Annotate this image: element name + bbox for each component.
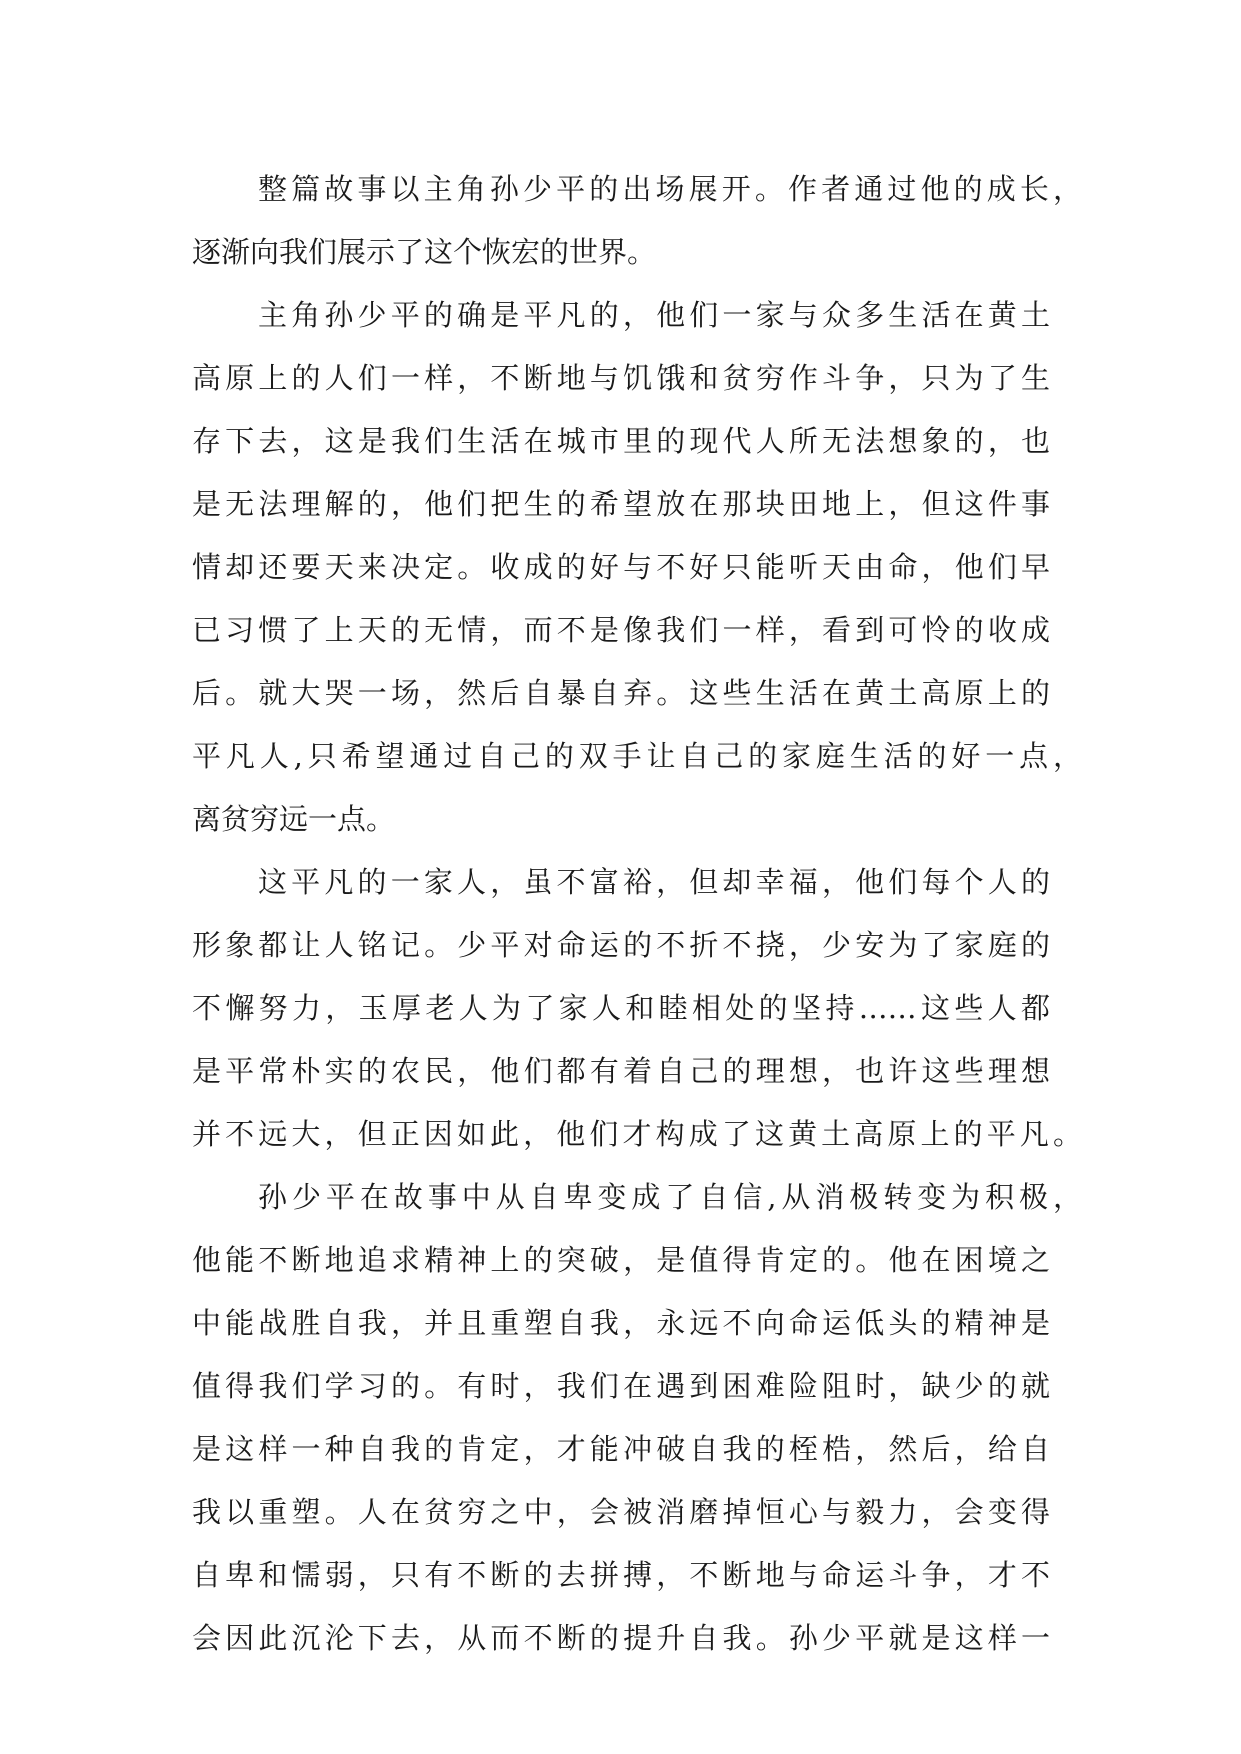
- text-line: 后。就大哭一场，然后自暴自弃。这些生活在黄土高原上的: [192, 676, 1050, 710]
- text-line: 情却还要天来决定。收成的好与不好只能听天由命，他们早: [192, 550, 1050, 584]
- text-line: 形象都让人铭记。少平对命运的不折不挠，少安为了家庭的: [192, 928, 1050, 962]
- text-line: 这平凡的一家人，虽不富裕，但却幸福，他们每个人的: [258, 865, 1050, 899]
- text-line: 中能战胜自我，并且重塑自我，永远不向命运低头的精神是: [192, 1306, 1050, 1340]
- text-line: 是无法理解的，他们把生的希望放在那块田地上，但这件事: [192, 487, 1050, 521]
- text-line: 离贫穷远一点。: [192, 802, 396, 836]
- text-line: 是平常朴实的农民，他们都有着自己的理想，也许这些理想: [192, 1054, 1050, 1088]
- text-line: 我以重塑。人在贫穷之中，会被消磨掉恒心与毅力，会变得: [192, 1495, 1050, 1529]
- text-line: 孙少平在故事中从自卑变成了自信,从消极转变为积极，: [258, 1180, 1082, 1214]
- paragraph-1: [192, 158, 1082, 284]
- text-line: 值得我们学习的。有时，我们在遇到困难险阻时，缺少的就: [192, 1369, 1050, 1403]
- text-line: 自卑和懦弱，只有不断的去拼搏，不断地与命运斗争，才不: [192, 1558, 1050, 1592]
- text-line: 他能不断地追求精神上的突破，是值得肯定的。他在困境之: [192, 1243, 1050, 1277]
- text-line: 存下去，这是我们生活在城市里的现代人所无法想象的，也: [192, 424, 1050, 458]
- paragraph-4: [192, 1166, 1082, 1670]
- text-line: 不懈努力，玉厚老人为了家人和睦相处的坚持……这些人都: [192, 991, 1050, 1025]
- paragraph-2: [192, 284, 1082, 851]
- text-line: 主角孙少平的确是平凡的，他们一家与众多生活在黄土: [258, 298, 1050, 332]
- text-line: 平凡人,只希望通过自己的双手让自己的家庭生活的好一点，: [192, 739, 1082, 773]
- text-line: 逐渐向我们展示了这个恢宏的世界。: [192, 235, 657, 269]
- document-body: [192, 158, 1082, 1670]
- text-line: 高原上的人们一样，不断地与饥饿和贫穷作斗争，只为了生: [192, 361, 1050, 395]
- text-line: 并不远大，但正因如此，他们才构成了这黄土高原上的平凡。: [192, 1117, 1082, 1151]
- paragraph-3: [192, 851, 1082, 1166]
- text-line: 是这样一种自我的肯定，才能冲破自我的桎梏，然后，给自: [192, 1432, 1050, 1466]
- text-line: 已习惯了上天的无情，而不是像我们一样，看到可怜的收成: [192, 613, 1050, 647]
- text-line: 会因此沉沦下去，从而不断的提升自我。孙少平就是这样一: [192, 1621, 1050, 1655]
- text-line: 整篇故事以主角孙少平的出场展开。作者通过他的成长，: [258, 172, 1082, 206]
